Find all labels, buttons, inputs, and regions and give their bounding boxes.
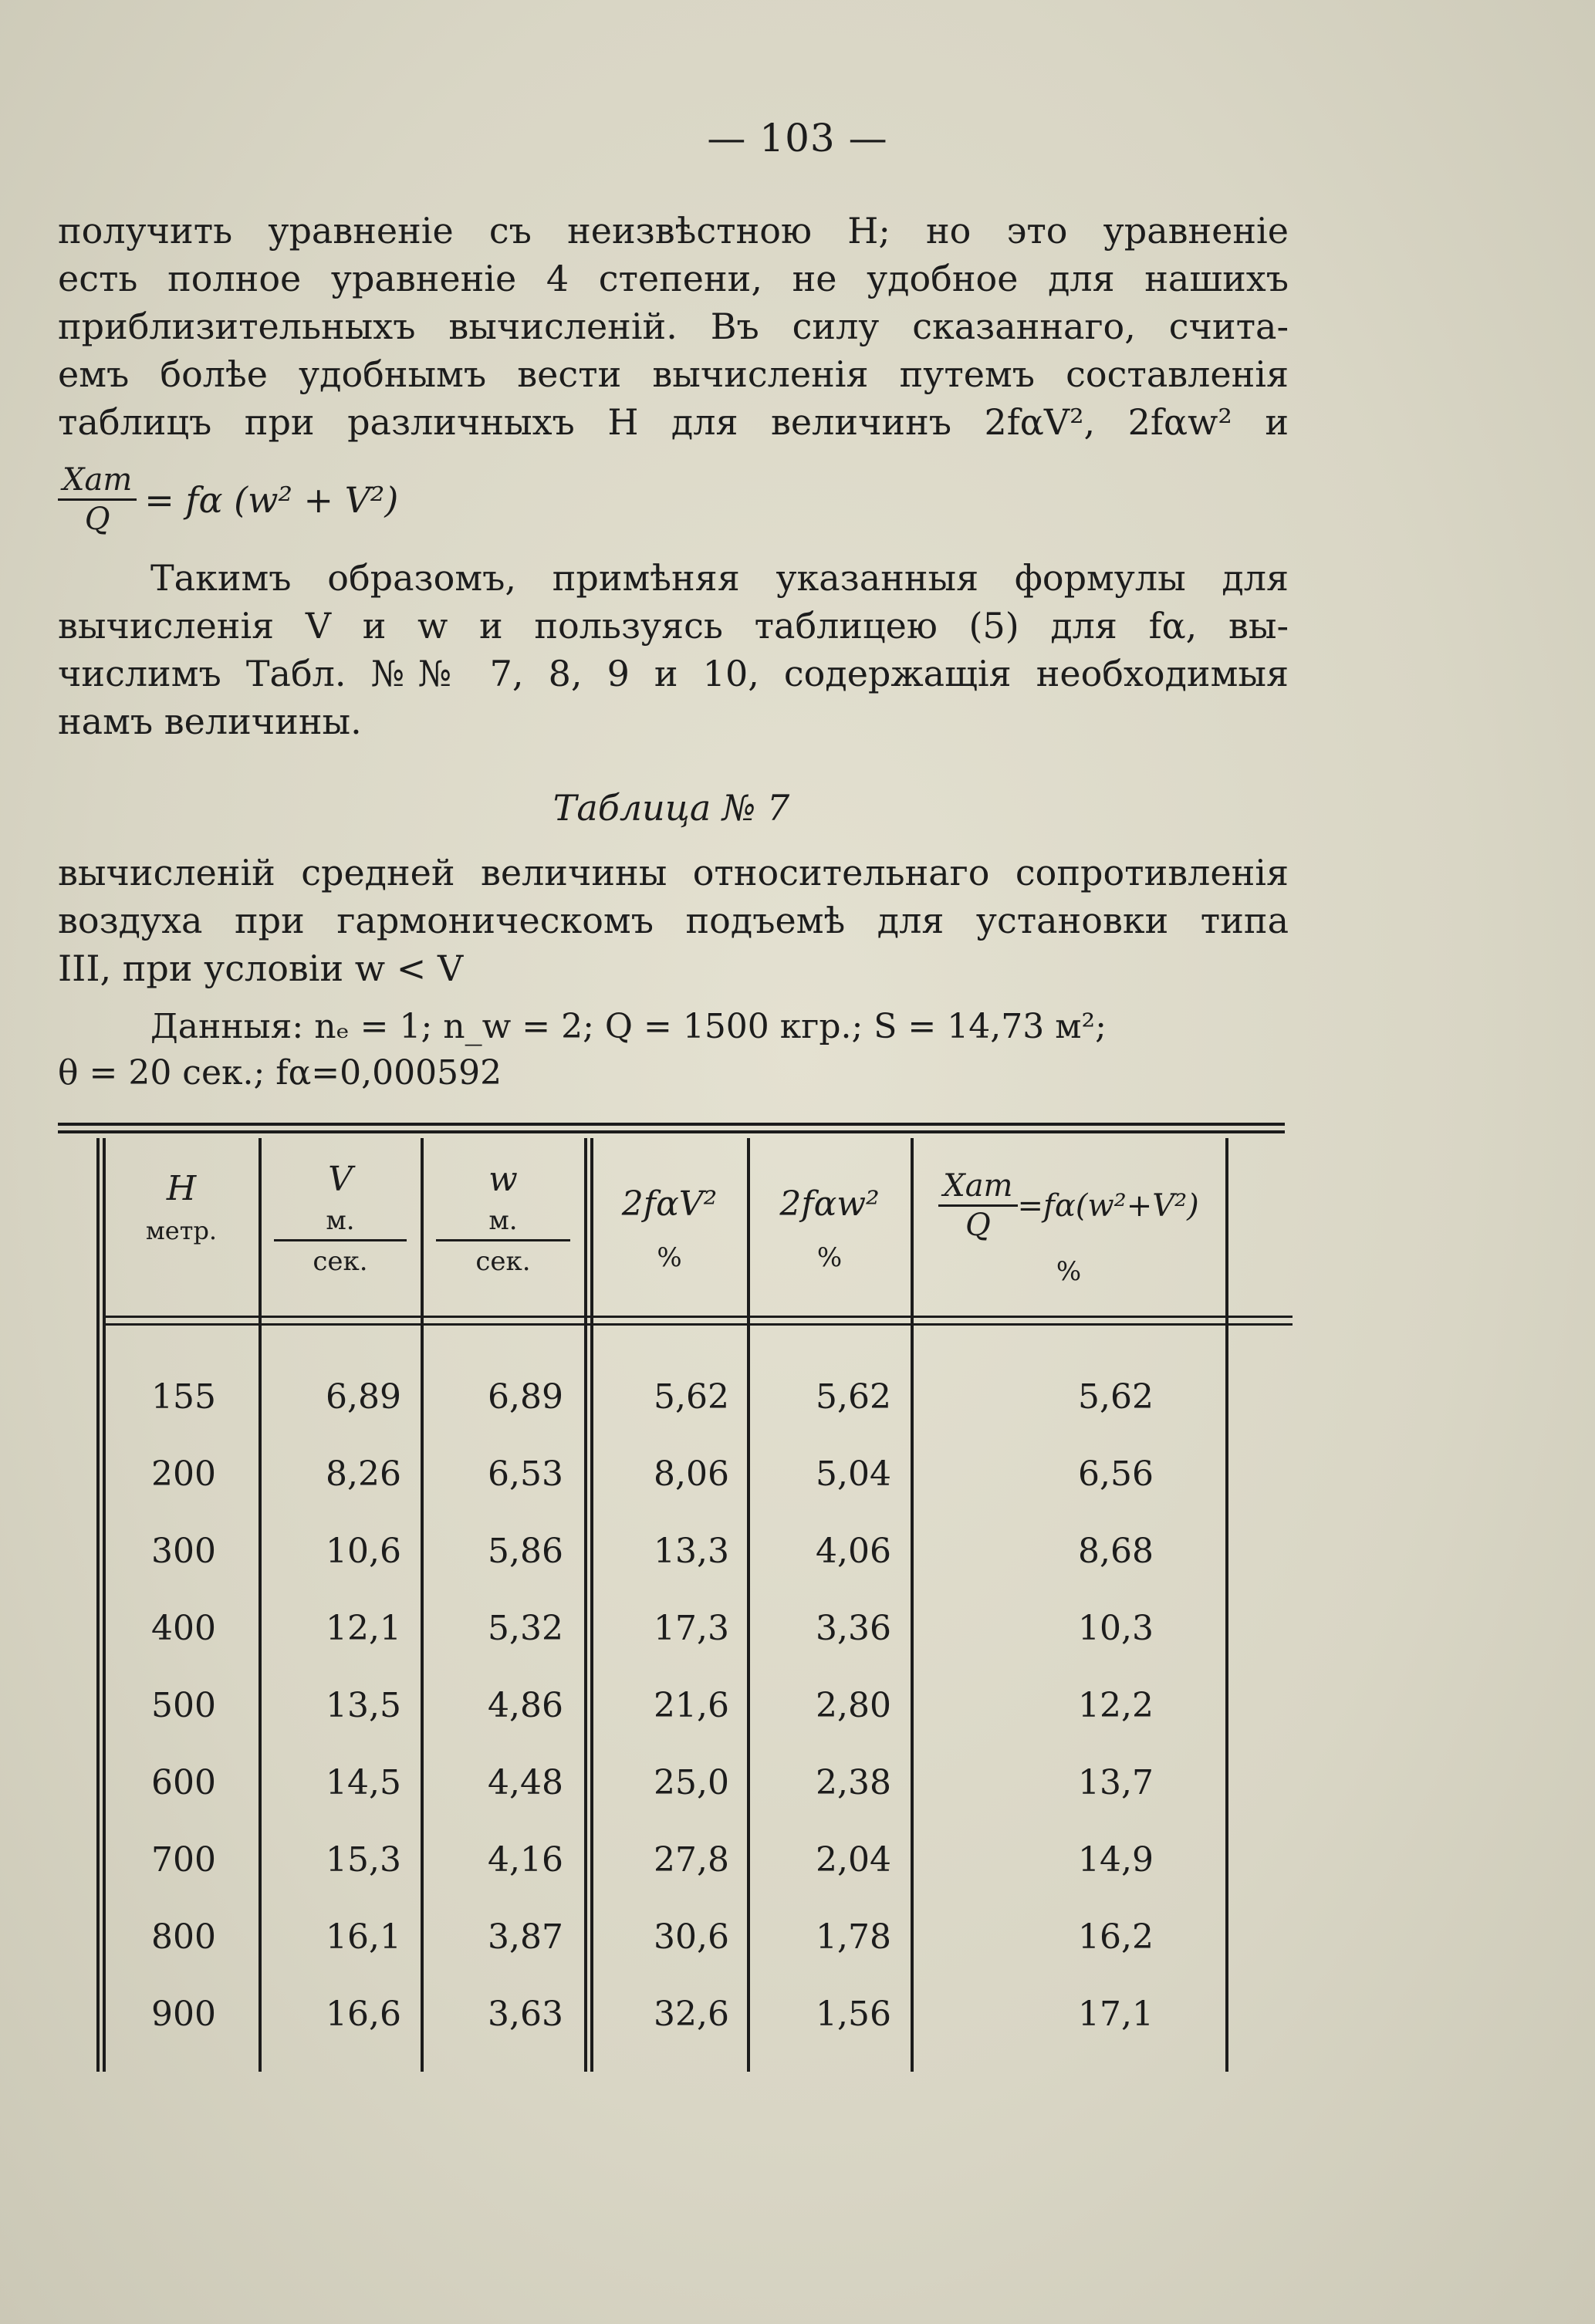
table-cell: 1,78 — [816, 1917, 891, 1957]
table-description — [58, 849, 1289, 992]
table-cell: 12,2 — [1078, 1686, 1154, 1725]
table-cell: 5,62 — [816, 1377, 891, 1417]
table-cell: 10,3 — [1078, 1609, 1154, 1648]
table-border-right — [1225, 1138, 1228, 2072]
second-paragraph — [58, 554, 1289, 745]
table-cell: 5,62 — [1078, 1377, 1154, 1417]
header-symbol: 2fαw² — [779, 1184, 880, 1224]
table-cell: 700 — [151, 1840, 216, 1880]
table-cell: 900 — [151, 1995, 216, 2034]
header-symbol: V — [328, 1160, 353, 1199]
table-cell: 2,38 — [816, 1763, 891, 1802]
header-unit-den: сек. — [475, 1246, 531, 1277]
header-rule — [104, 1323, 1293, 1326]
table-cell: 30,6 — [654, 1917, 729, 1957]
table-cell: 17,3 — [654, 1609, 729, 1648]
header-h — [106, 1169, 257, 1245]
description-line: воздуха при гармоническомъ подъемѣ для установки типа — [58, 900, 1289, 941]
table-cell: 13,3 — [654, 1532, 729, 1571]
table-top-rule — [58, 1123, 1285, 1126]
table-cell: 155 — [151, 1377, 216, 1417]
table-cell: 3,63 — [488, 1995, 563, 2034]
table-cell: 4,86 — [488, 1686, 563, 1725]
table-cell: 5,32 — [488, 1609, 563, 1648]
header-unit-den: сек. — [313, 1246, 368, 1277]
table-top-rule — [58, 1130, 1285, 1133]
header-v — [262, 1160, 419, 1277]
table-cell: 8,06 — [654, 1454, 729, 1494]
table-cell: 5,86 — [488, 1532, 563, 1571]
header-unit: % — [816, 1242, 843, 1273]
intro-line: приблизительныхъ вычисленій. Въ силу сказаннаго, счита- — [58, 306, 1289, 347]
table-cell: 6,89 — [326, 1377, 401, 1417]
header-symbol: H — [166, 1169, 197, 1208]
table-cell: 8,26 — [326, 1454, 401, 1494]
table-cell: 400 — [151, 1609, 216, 1648]
formula-rhs: = fα (w² + V²) — [144, 478, 399, 521]
table-cell: 3,36 — [816, 1609, 891, 1648]
table-cell: 4,06 — [816, 1532, 891, 1571]
header-unit: % — [1056, 1256, 1082, 1287]
header-w — [424, 1160, 583, 1277]
table-cell: 4,48 — [488, 1763, 563, 1802]
table-cell: 6,56 — [1078, 1454, 1154, 1494]
header-unit: % — [657, 1242, 682, 1273]
table-cell: 8,68 — [1078, 1532, 1154, 1571]
given-data-line2: θ = 20 сек.; fα=0,000592 — [58, 1053, 502, 1093]
description-line: вычисленій средней величины относительнаго сопротивленія — [58, 852, 1289, 893]
formula-numerator: Xam — [58, 461, 137, 501]
table-cell: 12,1 — [326, 1609, 401, 1648]
table-cell: 32,6 — [654, 1995, 729, 2034]
table-cell: 5,62 — [654, 1377, 729, 1417]
table-cell: 25,0 — [654, 1763, 729, 1802]
header-symbol: w — [488, 1160, 518, 1199]
table-cell: 2,04 — [816, 1840, 891, 1880]
intro-line: получить уравненіе съ неизвѣстною H; но это уравненіе — [58, 210, 1289, 252]
table-cell: 14,9 — [1078, 1840, 1154, 1880]
formula-denominator: Q — [84, 502, 110, 537]
header-2faw2 — [750, 1184, 909, 1273]
table-cell: 13,5 — [326, 1686, 401, 1725]
intro-line: емъ болѣе удобнымъ вести вычисленія путемъ составленія — [58, 353, 1289, 395]
table-cell: 3,87 — [488, 1917, 563, 1957]
second-line: намъ величины. — [58, 701, 362, 742]
table-cell: 1,56 — [816, 1995, 891, 2034]
second-line: Такимъ образомъ, примѣняя указанныя формулы для — [150, 557, 1289, 599]
intro-line: есть полное уравненіе 4 степени, не удобное для нашихъ — [58, 258, 1289, 299]
second-line: вычисленія V и w и пользуясь таблицею (5) для fα, вы- — [58, 605, 1289, 647]
table-cell: 16,1 — [326, 1917, 401, 1957]
table-cell: 5,04 — [816, 1454, 891, 1494]
intro-paragraph — [58, 207, 1289, 446]
table-cell: 6,53 — [488, 1454, 563, 1494]
table-caption: Таблица № 7 — [553, 787, 790, 829]
table-cell: 6,89 — [488, 1377, 563, 1417]
table-cell: 16,6 — [326, 1995, 401, 2034]
table-cell: 4,16 — [488, 1840, 563, 1880]
table-cell: 600 — [151, 1763, 216, 1802]
formula-fraction — [58, 461, 137, 538]
table-cell: 300 — [151, 1532, 216, 1571]
resistance-formula — [58, 461, 398, 538]
table-cell: 15,3 — [326, 1840, 401, 1880]
table-cell: 10,6 — [326, 1532, 401, 1571]
data-table — [58, 1123, 1285, 2072]
header-unit-num: м. — [274, 1205, 407, 1241]
header-xam-q — [914, 1167, 1224, 1287]
table-cell: 14,5 — [326, 1763, 401, 1802]
table-cell: 500 — [151, 1686, 216, 1725]
description-line: III, при условіи w < V — [58, 948, 464, 989]
table-cell: 21,6 — [654, 1686, 729, 1725]
header-fraction — [938, 1167, 1017, 1244]
header-rhs: =fα(w²+V²) — [1017, 1187, 1199, 1224]
header-rule — [104, 1316, 1293, 1318]
table-cell: 200 — [151, 1454, 216, 1494]
table-cell: 27,8 — [654, 1840, 729, 1880]
second-line: числимъ Табл. №№ 7, 8, 9 и 10, содержащія необходимыя — [58, 653, 1289, 694]
table-cell: 16,2 — [1078, 1917, 1154, 1957]
header-2fav2 — [593, 1184, 745, 1273]
intro-line: таблицъ при различныхъ H для величинъ 2fαV², 2fαw² и — [58, 401, 1289, 443]
table-cell: 2,80 — [816, 1686, 891, 1725]
table-cell: 800 — [151, 1917, 216, 1957]
header-denominator: Q — [965, 1208, 991, 1243]
header-unit-num: м. — [436, 1205, 570, 1241]
given-data-line1: Данныя: nₑ = 1; n_w = 2; Q = 1500 кгр.; S = 14,73 м²; — [150, 1007, 1107, 1046]
header-numerator: Xam — [938, 1167, 1017, 1207]
table-cell: 13,7 — [1078, 1763, 1154, 1802]
header-unit: метр. — [145, 1216, 218, 1245]
header-symbol: 2fαV² — [621, 1184, 718, 1224]
page-number: — 103 — — [707, 116, 888, 160]
table-cell: 17,1 — [1078, 1995, 1154, 2034]
